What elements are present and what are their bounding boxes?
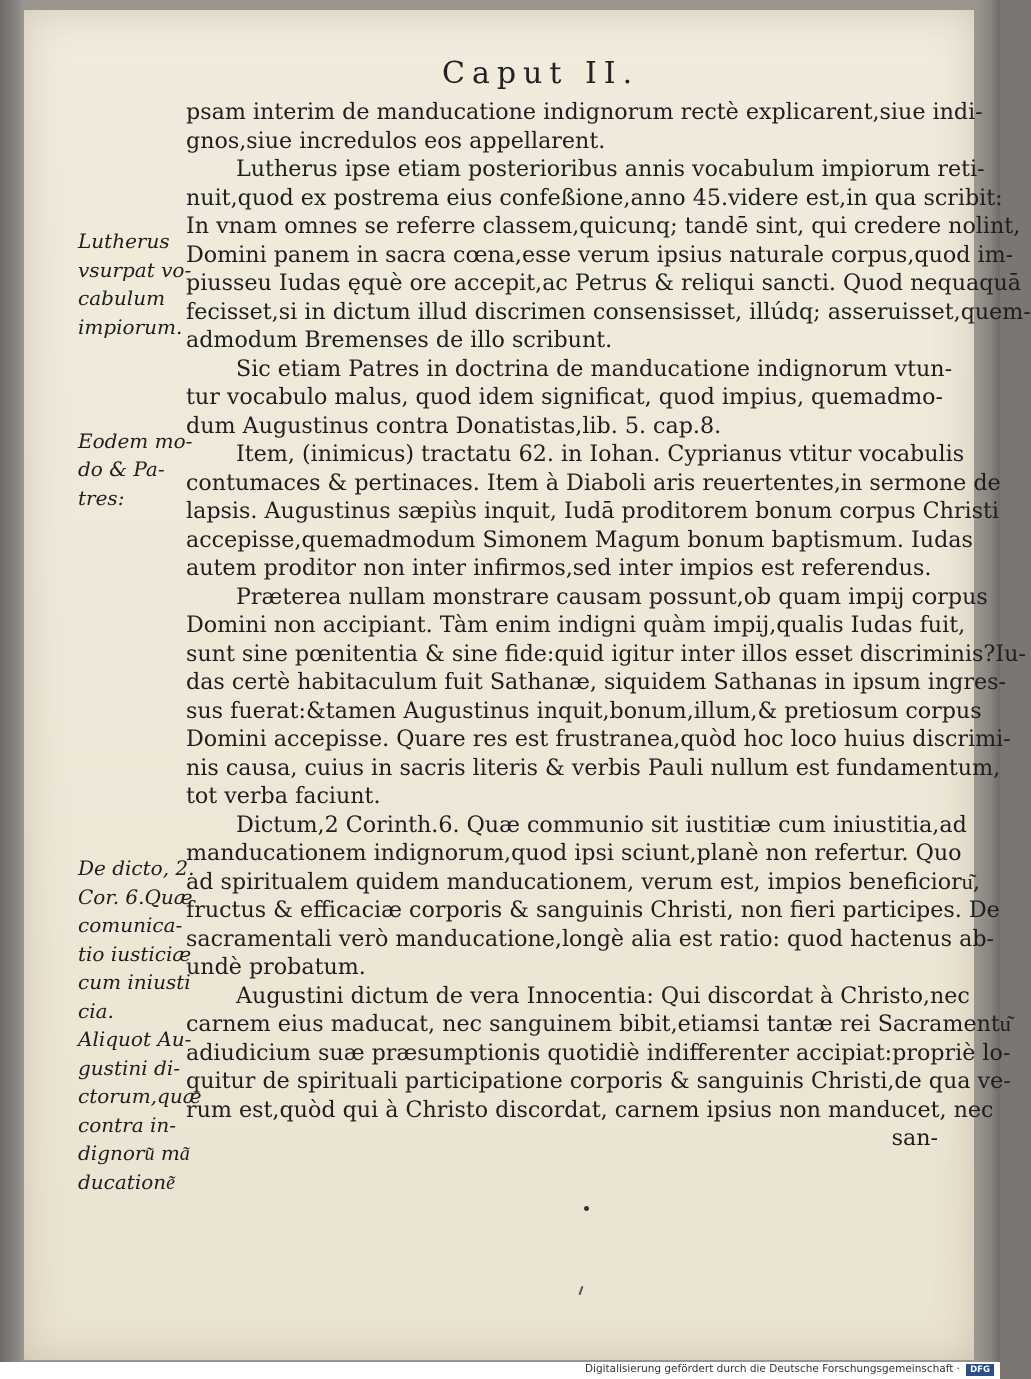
text-line: dum Augustinus contra Donatistas,lib. 5. cap.8. (186, 412, 722, 439)
margin-note-line: cia. (78, 998, 114, 1023)
margin-note-line: De dicto, 2. (78, 856, 195, 880)
text-line: ad spiritualem quidem manducationem, verum est, impios beneficioru͂, (186, 868, 980, 895)
text-line: Dictum,2 Corinth.6. Quæ communio sit iustitiæ cum iniustitia,ad (236, 811, 967, 838)
text-line: quitur de spirituali participatione corporis & sanguinis Christi,de qua ve- (186, 1068, 1011, 1094)
text-line: undè probatum. (186, 954, 366, 980)
text-line: Domini non accipiant. Tàm enim indigni quàm impij,qualis Iudas fuit, (186, 612, 966, 638)
margin-note-line: cabulum (78, 286, 166, 310)
text-line: san- (891, 1125, 938, 1151)
text-line: Domini accepisse. Quare res est frustranea,quòd hoc loco huius discrimi- (186, 726, 1011, 752)
text-line: Sic etiam Patres in doctrina de manducatione indignorum vtun- (236, 355, 953, 382)
margin-note-line: dignoru͂ ma͂ (78, 1141, 190, 1165)
text-line: das certè habitaculum fuit Sathanæ, siquidem Sathanas in ipsum ingres- (186, 669, 1006, 695)
running-head (442, 56, 639, 91)
digitization-footer (0, 1362, 1000, 1379)
margin-note-line: gustini di- (78, 1055, 180, 1080)
text-line: rum est,quòd qui à Christo discordat, carnem ipsius non manducet, nec (186, 1096, 994, 1123)
text-line: autem proditor non inter infirmos,sed inter impios est referendus. (186, 555, 932, 581)
text-line: tot verba faciunt. (186, 783, 381, 809)
text-line: fructus & efficaciæ corporis & sanguinis Christi, non fieri participes. De (186, 897, 1000, 923)
margin-note-line: impiorum. (78, 314, 183, 339)
text-line: contumaces & pertinaces. Item à Diaboli aris reuertentes,in sermone de (186, 469, 1001, 496)
margin-note-line: contra in- (78, 1112, 177, 1137)
text-line: carnem eius maducat, nec sanguinem bibit,etiamsi tantæ rei Sacramentu͂ (186, 1011, 1011, 1037)
margin-note-line: tio iusticiæ (78, 941, 192, 966)
footer-credit: Digitalisierung gefördert durch die Deutsche Forschungsgemeinschaft · (584, 1363, 960, 1375)
text-line: admodum Bremenses de illo scribunt. (186, 327, 613, 353)
dfg-logo: DFG (966, 1364, 994, 1376)
text-line: Lutherus ipse etiam posterioribus annis vocabulum impiorum reti- (236, 156, 985, 182)
text-line: Domini panem in sacra cœna,esse verum ipsius naturale corpus,quod im- (186, 241, 1014, 268)
margin-note-line: Eodem mo- (78, 428, 193, 453)
text-line: sus fuerat:&tamen Augustinus inquit,bonum,illum,& pretiosum corpus (186, 697, 982, 724)
text-line: nis causa, cuius in sacris literis & verbis Pauli nullum est fundamentum, (186, 754, 1001, 781)
text-line: manducationem indignorum,quod ipsi sciunt,planè non refertur. Quo (186, 840, 962, 866)
margin-note-line: cum iniusti (78, 970, 191, 994)
text-line: Item, (inimicus) tractatu 62. in Iohan. Cyprianus vtitur vocabulis (236, 441, 965, 467)
text-line: accepisse,quemadmodum Simonem Magum bonum baptismum. Iudas (186, 526, 973, 553)
text-line: Augustini dictum de vera Innocentia: Qui discordat à Christo,nec (236, 982, 970, 1009)
margin-note (78, 854, 195, 1025)
margin-note-line: tres: (78, 485, 125, 510)
margin-note (78, 227, 192, 341)
text-line: gnos,siue incredulos eos appellarent. (186, 127, 606, 154)
text-line: tur vocabulo malus, quod idem significat, quod impius, quemadmo- (186, 384, 944, 410)
margin-note (78, 1025, 202, 1196)
margin-note-line: Cor. 6.Quæ (78, 884, 193, 909)
margin-note-line: do & Pa- (78, 457, 165, 481)
margin-note-line: Aliquot Au- (78, 1027, 192, 1051)
text-line: In vnam omnes se referre classem,quicunq; tandē sint, qui credere nolint, (186, 213, 1021, 239)
margin-note (78, 427, 193, 513)
margin-note-line: vsurpat vo- (78, 257, 192, 282)
text-line: adiudicium suæ præsumptionis quotidiè indifferenter accipiat:propriè lo- (186, 1039, 1011, 1066)
text-line: piusseu Iudas ęquè ore accepit,ac Petrus & reliqui sancti. Quod nequaquā (186, 270, 1021, 296)
text-line: lapsis. Augustinus sæpiùs inquit, Iudā proditorem bonum corpus Christi (186, 498, 1000, 524)
margin-note-line: Lutherus (78, 229, 170, 253)
text-line: fecisset,si in dictum illud discrimen consensisset, illúdq; asseruisset,quem- (186, 298, 1031, 325)
main-text-block (186, 98, 1031, 1153)
text-line: sunt sine pœnitentia & sine fide:quid igitur inter illos esset discriminis?Iu- (186, 640, 1026, 667)
margin-note-line: comunica- (78, 913, 183, 937)
text-line: psam interim de manducatione indignorum rectè explicarent,siue indi- (186, 99, 983, 125)
margin-note-line: ducatione͂ (78, 1169, 176, 1194)
text-line: Præterea nullam monstrare causam possunt,ob quam impij corpus (236, 583, 988, 610)
text-line: sacramentali verò manducatione,longè alia est ratio: quod hactenus ab- (186, 925, 995, 952)
ink-speck (584, 1206, 589, 1211)
margin-note-line: ctorum,quæ (78, 1084, 202, 1108)
text-line: nuit,quod ex postrema eius confeßione,anno 45.videre est,in qua scribit: (186, 184, 1003, 211)
running-head-text: Caput II. (442, 56, 640, 91)
